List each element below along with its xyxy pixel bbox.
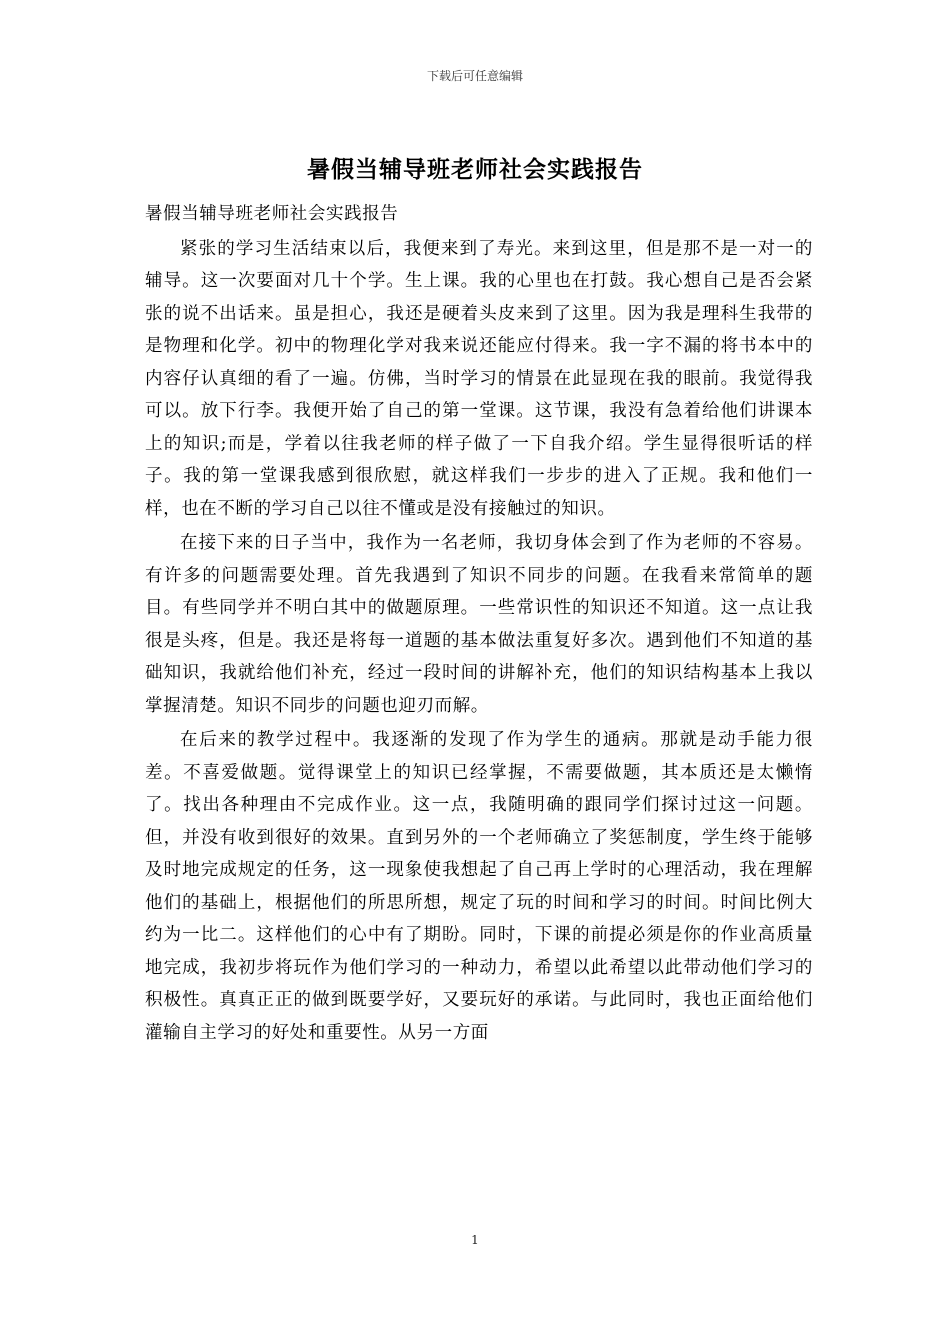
document-body (145, 198, 813, 1051)
page-header-note: 下载后可任意编辑 (426, 69, 523, 83)
paragraph-2: 在接下来的日子当中，我作为一名老师，我切身体会到了作为老师的不容易。有许多的问题需要处理。首先我遇到了知识不同步的问题。在我看来常简单的题目。有些同学并不明白其中的做题原理。一些常识性的知识还不知道。这一点让我很是头疼，但是。我还是将每一道题的基本做法重复好多次。遇到他们不知道的基础知识，我就给他们补充，经过一段时间的讲解补充，他们的知识结构基本上我以掌握清楚。知识不同步的问题也迎刃而解。 (145, 533, 813, 716)
document-subtitle: 暑假当辅导班老师社会实践报告 (145, 204, 399, 224)
paragraph-1: 紧张的学习生活结束以后，我便来到了寿光。来到这里，但是那不是一对一的辅导。这一次要面对几十个学。生上课。我的心里也在打鼓。我心想自己是否会紧张的说不出话来。虽是担心，我还是硬着头皮来到了这里。因为我是理科生我带的是物理和化学。初中的物理化学对我来说还能应付得来。我一字不漏的将书本中的内容仔认真细的看了一遍。仿佛，当时学习的情景在此显现在我的眼前。我觉得我可以。放下行李。我便开始了自己的第一堂课。这节课，我没有急着给他们讲课本上的知识;而是，学着以往我老师的样子做了一下自我介绍。学生显得很听话的样子。我的第一堂课我感到很欣慰，就这样我们一步步的进入了正规。我和他们一样，也在不断的学习自己以往不懂或是没有接触过的知识。 (145, 238, 813, 519)
paragraph-3: 在后来的教学过程中。我逐渐的发现了作为学生的通病。那就是动手能力很差。不喜爱做题。觉得课堂上的知识已经掌握，不需要做题，其本质还是太懒惰了。找出各种理由不完成作业。这一点，我随明确的跟同学们探讨过这一问题。但，并没有收到很好的效果。直到另外的一个老师确立了奖惩制度，学生终于能够及时地完成规定的任务，这一现象使我想起了自己再上学时的心理活动，我在理解他们的基础上，根据他们的所思所想，规定了玩的时间和学习的时间。时间比例大约为一比二。这样他们的心中有了期盼。同时，下课的前提必须是你的作业高质量地完成，我初步将玩作为他们学习的一种动力，希望以此希望以此带动他们学习的积极性。真真正正的做到既要学好，又要玩好的承诺。与此同时，我也正面给他们灌输自主学习的好处和重要性。从另一方面 (145, 730, 813, 1043)
document-title: 暑假当辅导班老师社会实践报告 (307, 156, 643, 183)
page-number: 1 (471, 1233, 479, 1247)
